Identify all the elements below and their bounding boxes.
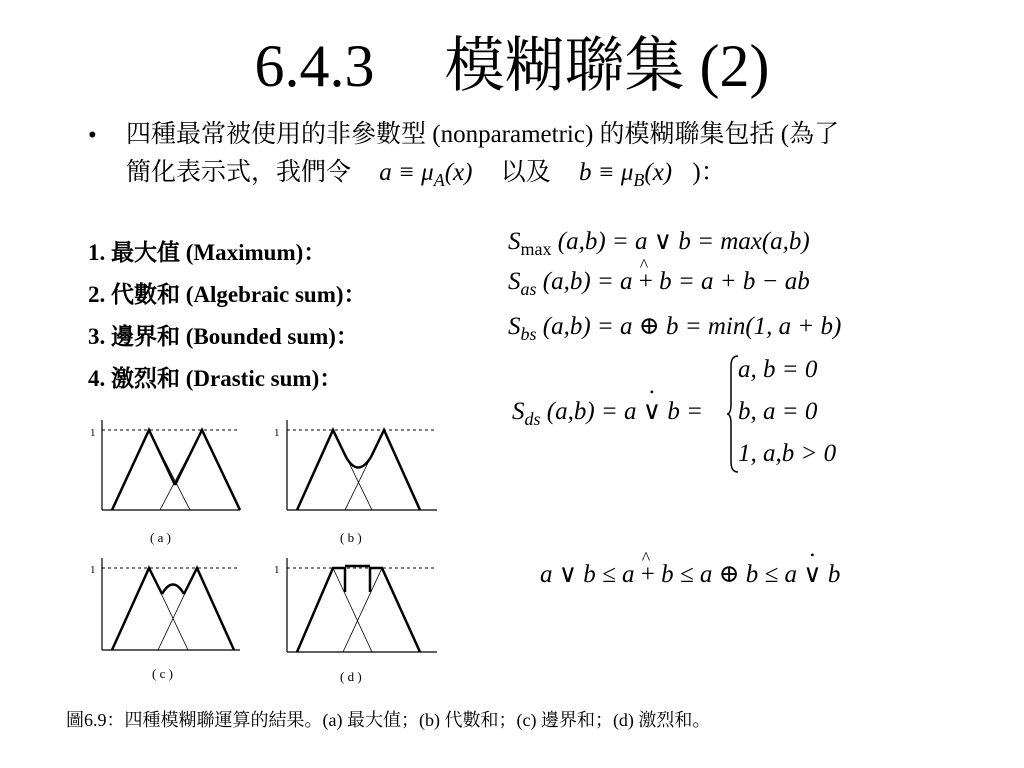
ds-case-1: a, b = 0 [738, 356, 818, 383]
ineq-dot-or: • ∨ [803, 559, 821, 589]
item-maximum: 1. 最大值 (Maximum)： [88, 240, 327, 265]
eq-ds-sub: ds [524, 409, 541, 429]
ineq-mid: b ≤ a ⊕ b ≤ a [654, 561, 804, 588]
def-b-sub: B [633, 170, 645, 190]
ineq-pre: a ∨ b ≤ a [540, 561, 641, 588]
figure-d [274, 558, 437, 684]
figure-a-label: ( a ) [150, 530, 171, 545]
bullet-line-2-text: 簡化表示式，我們令 [126, 159, 352, 186]
eq-as-hat-plus: ^ + [639, 268, 653, 296]
eq-max-sub: max [520, 239, 552, 259]
figure-c-label: ( c ) [152, 666, 173, 681]
def-a-sub: A [433, 170, 445, 190]
figure-caption: 圖6.9：四種模糊聯運算的結果。(a) 最大值；(b) 代數和；(c) 邊界和；(d) 激烈和。 [66, 710, 711, 730]
def-a-arg: (x) [444, 159, 473, 186]
ds-case-3: 1, a,b > 0 [738, 440, 837, 467]
item-bounded-sum: 3. 邊界和 (Bounded sum)： [88, 324, 359, 349]
bullet-line-1: 四種最常被使用的非參數型 (nonparametric) 的模糊聯集包括 (為了 [126, 121, 840, 148]
figure-d-y-tick: 1 [274, 564, 280, 576]
def-b-arg: (x) [644, 159, 673, 186]
bullet-marker: • [88, 122, 97, 149]
eq-max-body: (a,b) = a ∨ b = max(a,b) [557, 228, 810, 255]
item-drastic-sum: 4. 激烈和 (Drastic sum)： [88, 366, 343, 391]
def-b-main: b ≡ μ [578, 159, 634, 186]
eq-bs-s: S [508, 313, 521, 340]
figure-c [90, 558, 240, 681]
eq-ds-dot-or: • ∨ [643, 396, 661, 426]
figure-b-label: ( b ) [340, 530, 362, 545]
section-number: 6.4.3 [254, 33, 375, 99]
figure-a-y-tick: 1 [90, 427, 96, 439]
figure-d-label: ( d ) [340, 669, 362, 684]
eq-ds-post: b = [661, 398, 703, 425]
figure-c-y-tick: 1 [90, 564, 96, 576]
eq-as-s: S [508, 268, 521, 295]
eq-as-post: b = a + b − ab [652, 268, 810, 295]
item-algebraic-sum: 2. 代數和 (Algebraic sum)： [88, 282, 367, 307]
bullet-tail: )： [692, 159, 726, 186]
def-a-main: a ≡ μ [379, 159, 434, 186]
eq-as-pre: (a,b) = a [542, 268, 639, 295]
figure-b-y-tick: 1 [274, 427, 280, 439]
eq-ds-pre: (a,b) = a [546, 398, 643, 425]
eq-max-s: S [508, 228, 521, 255]
connector: 以及 [500, 159, 551, 186]
ineq-hat-plus: ^ + [641, 561, 655, 589]
eq-as-sub: as [520, 279, 537, 299]
eq-bs-sub: bs [520, 324, 537, 344]
title-text: 模糊聯集 (2) [444, 33, 770, 99]
ds-case-2: b, a = 0 [738, 398, 818, 425]
figure-a [90, 420, 240, 545]
ineq-post: b [821, 561, 841, 588]
figure-b [274, 420, 437, 545]
eq-ds-s: S [512, 398, 525, 425]
eq-bs-body: (a,b) = a ⊕ b = min(1, a + b) [542, 313, 842, 340]
